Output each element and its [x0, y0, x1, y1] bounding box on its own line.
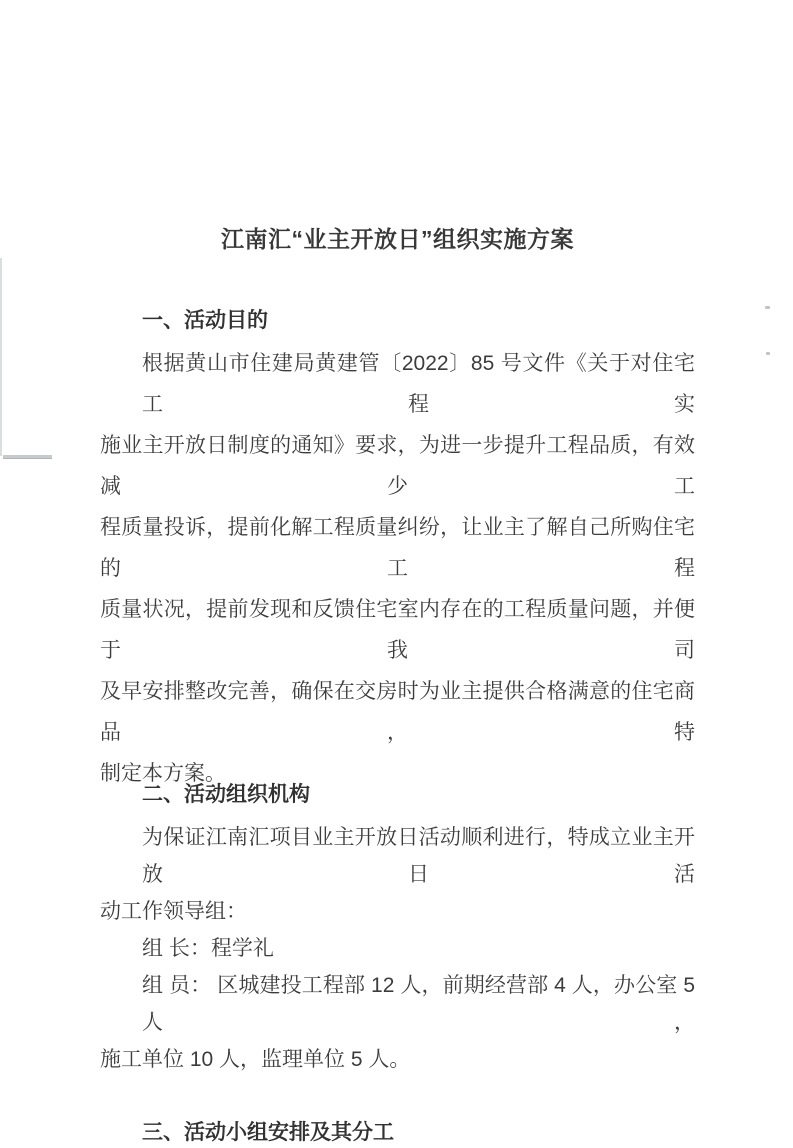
- paragraph-line: 程质量投诉，提前化解工程质量纠纷，让业主了解自己所购住宅的工程: [100, 516, 695, 580]
- leadership-roster: [100, 930, 695, 1078]
- paragraph-line: 施业主开放日制度的通知》要求，为进一步提升工程品质，有效减少工: [100, 434, 695, 498]
- paragraph-line: 根据黄山市住建局黄建管〔2022〕85 号文件《关于对住宅工程实: [142, 352, 695, 416]
- scan-artifact-speck: [765, 306, 770, 309]
- section-1-paragraph: [100, 343, 695, 794]
- group-members-line: 施工单位 10 人，监理单位 5 人。: [100, 1048, 411, 1071]
- section-2-paragraph: [100, 819, 695, 930]
- scan-artifact-vertical-line: [0, 258, 2, 456]
- scan-artifact-dash: [3, 455, 52, 459]
- group-leader-line: 组 长：程学礼: [142, 937, 274, 960]
- paragraph-line: 为保证江南汇项目业主开放日活动顺利进行，特成立业主开放日活: [142, 826, 695, 886]
- group-members-line: 组 员： 区城建投工程部 12 人，前期经营部 4 人，办公室 5 人，: [142, 974, 695, 1034]
- document-title: 江南汇“业主开放日”组织实施方案: [221, 226, 574, 252]
- section-1-heading: 一、活动目的: [142, 309, 268, 332]
- paragraph-line: 制定本方案。: [100, 762, 226, 785]
- paragraph-line: 质量状况，提前发现和反馈住宅室内存在的工程质量问题，并便于我司: [100, 598, 695, 662]
- paragraph-line: 及早安排整改完善，确保在交房时为业主提供合格满意的住宅商品，特: [100, 680, 695, 744]
- document-content: [100, 0, 695, 1148]
- section-3-heading: 三、活动小组安排及其分工: [142, 1121, 394, 1144]
- section-2-heading: 二、活动组织机构: [142, 783, 310, 806]
- paragraph-line: 动工作领导组：: [100, 900, 247, 923]
- scan-artifact-speck: [766, 352, 770, 355]
